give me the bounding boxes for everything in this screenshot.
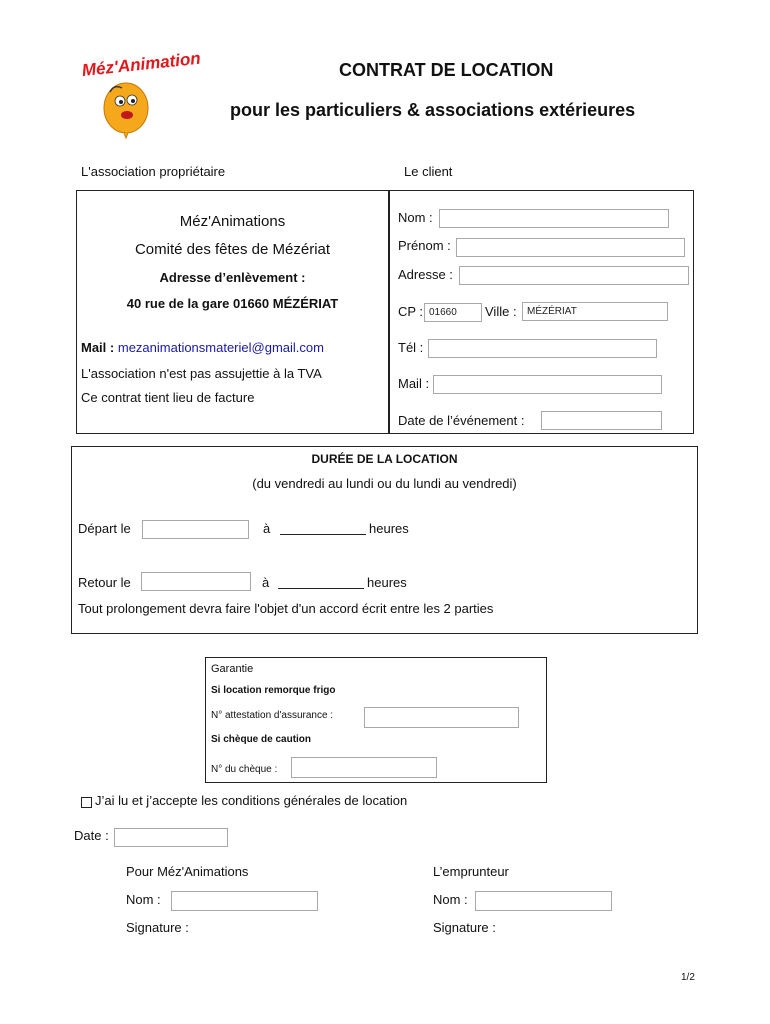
page-subtitle: pour les particuliers & associations extérieures (230, 100, 636, 120)
client-mail-label: Mail : (398, 376, 430, 391)
depart-a-label: à (263, 521, 271, 536)
cheque-label: N° du chèque : (211, 764, 278, 775)
insurance-label: N° attestation d'assurance : (211, 710, 334, 721)
left-sign-heading: Pour Méz'Animations (126, 864, 249, 879)
logo (80, 48, 200, 140)
client-prenom-field[interactable] (456, 238, 685, 257)
duration-title: DURÉE DE LA LOCATION (311, 452, 458, 466)
retour-label: Retour le (78, 575, 131, 590)
cheque-title: Si chèque de caution (211, 734, 312, 745)
event-date-field[interactable] (541, 411, 662, 430)
owner-name: Méz'Animations (179, 213, 286, 230)
client-mail-field[interactable] (433, 375, 662, 394)
client-cp-field[interactable]: 01660 (424, 303, 482, 322)
client-heading: Le client (404, 164, 453, 179)
date-field[interactable] (114, 828, 228, 847)
owner-mail-label: Mail : (81, 340, 115, 355)
right-sign-heading: L’emprunteur (433, 864, 509, 879)
retour-a-label: à (262, 575, 270, 590)
owner-mail-link[interactable]: mezanimationsmateriel@gmail.com (117, 340, 324, 355)
accept-checkbox[interactable] (81, 797, 92, 808)
client-adresse-label: Adresse : (398, 267, 453, 282)
owner-committee: Comité des fêtes de Mézériat (134, 241, 331, 258)
retour-heures-label: heures (367, 575, 407, 590)
insurance-field[interactable] (364, 707, 519, 728)
pickup-label: Adresse d’enlèvement : (159, 270, 306, 285)
client-adresse-field[interactable] (459, 266, 689, 285)
depart-heures-label: heures (369, 521, 409, 536)
client-tel-field[interactable] (428, 339, 657, 358)
guarantee-title: Garantie (211, 663, 254, 675)
client-nom-field[interactable] (439, 209, 669, 228)
pickup-address: 40 rue de la gare 01660 MÉZÉRIAT (126, 296, 339, 311)
page-number: 1/2 (681, 972, 695, 983)
invoice-note: Ce contrat tient lieu de facture (81, 390, 255, 405)
logo-text: Méz'Animations (80, 48, 200, 81)
extension-note: Tout prolongement devra faire l'objet d'un accord écrit entre les 2 parties (78, 601, 494, 616)
left-nom-field[interactable] (171, 891, 318, 911)
client-tel-label: Tél : (398, 340, 424, 355)
right-nom-label: Nom : (433, 892, 468, 907)
client-nom-label: Nom : (398, 210, 433, 225)
accept-label: J’ai lu et j’accepte les conditions générales de location (95, 793, 408, 808)
right-nom-field[interactable] (475, 891, 612, 911)
depart-label: Départ le (78, 521, 131, 536)
cheque-field[interactable] (291, 757, 437, 778)
client-ville-field[interactable]: MÉZÉRIAT (522, 302, 668, 321)
depart-hour-blank[interactable] (280, 534, 366, 535)
client-ville-label: Ville : (485, 304, 517, 319)
left-nom-label: Nom : (126, 892, 161, 907)
logo-graphic (80, 48, 200, 140)
duration-subtitle: (du vendredi au lundi ou du lundi au vendredi) (252, 476, 517, 491)
left-signature-label: Signature : (126, 920, 189, 935)
event-date-label: Date de l’événement : (398, 413, 525, 428)
owner-heading: L'association propriétaire (81, 164, 226, 179)
depart-date-field[interactable] (142, 520, 249, 539)
client-prenom-label: Prénom : (398, 238, 451, 253)
owner-mail-row (81, 340, 324, 355)
tva-note: L'association n'est pas assujettie à la TVA (81, 366, 322, 381)
right-signature-label: Signature : (433, 920, 496, 935)
client-cp-label: CP : (398, 304, 424, 319)
retour-date-field[interactable] (141, 572, 251, 591)
page-title: CONTRAT DE LOCATION (339, 60, 554, 80)
date-label: Date : (74, 828, 109, 843)
retour-hour-blank[interactable] (278, 588, 364, 589)
fridge-label: Si location remorque frigo (211, 685, 336, 696)
